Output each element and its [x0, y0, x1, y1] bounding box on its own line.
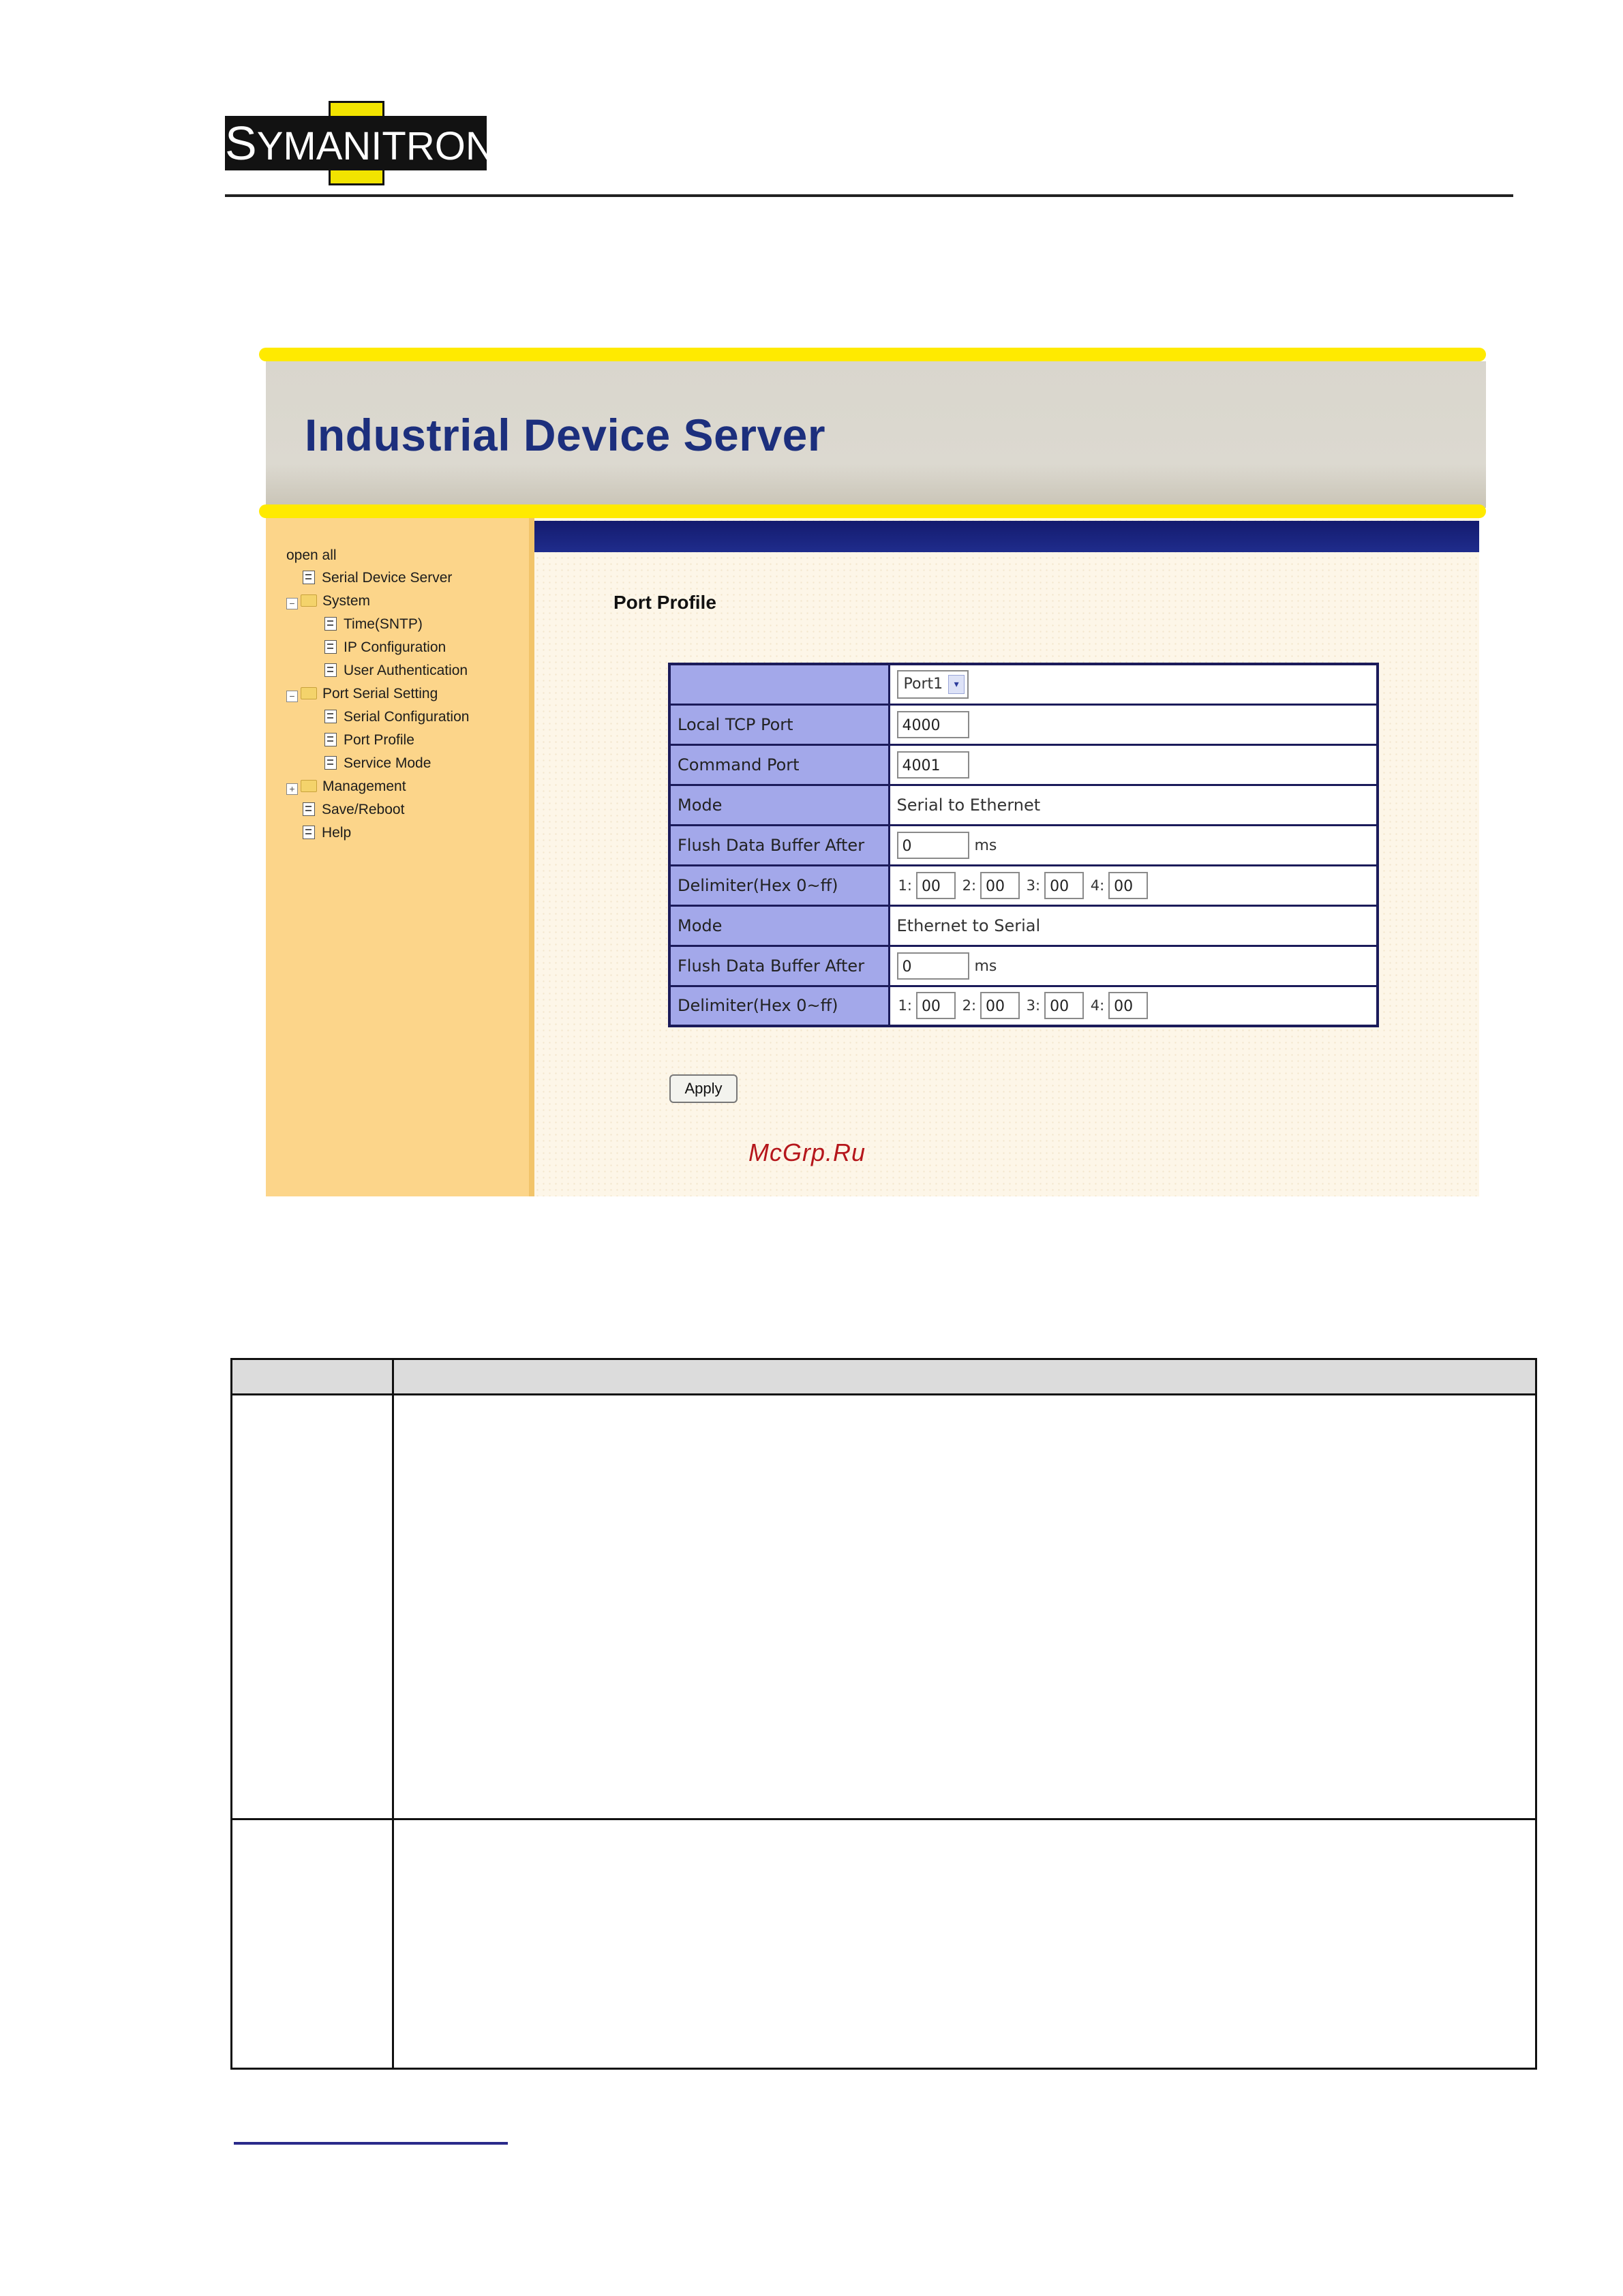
flush-buffer-label: Flush Data Buffer After	[669, 825, 889, 865]
delimiter-index: 2:	[962, 997, 977, 1014]
tree-item-user-authentication[interactable]	[324, 661, 468, 681]
table-cell	[889, 825, 1378, 865]
page-icon	[324, 663, 337, 677]
tree-item-label: Save/Reboot	[322, 802, 405, 817]
table-row	[669, 825, 1378, 865]
table-row	[669, 744, 1378, 785]
table-row	[669, 785, 1378, 825]
delimiter-index: 2:	[962, 877, 977, 894]
tree-item-label: IP Configuration	[344, 639, 446, 655]
tree-item-label: Serial Configuration	[344, 709, 470, 725]
table-cell	[889, 664, 1378, 704]
page-icon	[324, 710, 337, 723]
page-icon	[324, 733, 337, 746]
flush-buffer-input[interactable]: 0	[897, 952, 969, 980]
delimiter-label: Delimiter(Hex 0~ff)	[669, 986, 889, 1026]
flush-buffer-label: Flush Data Buffer After	[669, 946, 889, 986]
tree-item-ip-configuration[interactable]	[324, 637, 446, 658]
delimiter-index: 3:	[1026, 877, 1041, 894]
delimiter-index: 1:	[898, 997, 912, 1014]
table-row	[669, 865, 1378, 905]
tree-item-serial-configuration[interactable]	[324, 707, 469, 727]
delimiter-index: 3:	[1026, 997, 1041, 1014]
table-cell	[889, 744, 1378, 785]
page-title: Port Profile	[613, 592, 716, 613]
top-navbar	[534, 521, 1479, 552]
delimiter-1-input[interactable]: 00	[916, 872, 956, 899]
table-row	[669, 664, 1378, 704]
description-table	[230, 1358, 1537, 2070]
table-row	[669, 946, 1378, 986]
expand-icon[interactable]: +	[286, 783, 298, 795]
delimiter-1-input[interactable]: 00	[916, 992, 956, 1019]
collapse-icon[interactable]: −	[286, 691, 298, 702]
local-tcp-port-input[interactable]: 4000	[897, 711, 969, 738]
header-rule	[225, 194, 1513, 197]
open-all-link[interactable]: open all	[286, 547, 337, 563]
table-header-row	[232, 1360, 1535, 1395]
mode-label: Mode	[669, 785, 889, 825]
delimiter-3-input[interactable]: 00	[1044, 872, 1084, 899]
tree-item-serial-device-server[interactable]	[303, 568, 452, 588]
table-cell	[889, 865, 1378, 905]
port-select-value: Port1	[903, 676, 943, 693]
delimiter-index: 4:	[1090, 997, 1105, 1014]
row-divider	[232, 1818, 1535, 1820]
mode-value: Serial to Ethernet	[889, 785, 1378, 825]
chevron-down-icon[interactable]: ▾	[948, 675, 965, 694]
tree-item-port-serial-setting[interactable]	[286, 684, 438, 704]
tree-item-label: User Authentication	[344, 663, 468, 678]
command-port-input[interactable]: 4001	[897, 751, 969, 779]
tree-item-label: Help	[322, 825, 352, 841]
port-profile-table	[668, 663, 1379, 1027]
folder-open-icon	[301, 687, 317, 699]
delimiter-3-input[interactable]: 00	[1044, 992, 1084, 1019]
page-icon	[303, 802, 315, 816]
page-icon	[324, 640, 337, 654]
folder-icon	[301, 780, 317, 792]
delimiter-2-input[interactable]: 00	[980, 992, 1020, 1019]
table-cell	[889, 704, 1378, 744]
tree-open-all[interactable]	[286, 545, 337, 566]
tree-item-label: Service Mode	[344, 755, 431, 771]
symanitron-logo	[225, 101, 494, 185]
unit-label: ms	[974, 836, 997, 854]
table-row	[669, 704, 1378, 744]
tree-item-help[interactable]	[303, 823, 351, 843]
tree-item-label: Port Serial Setting	[322, 686, 438, 701]
column-divider	[392, 1360, 394, 2068]
table-cell	[889, 986, 1378, 1026]
local-tcp-port-label: Local TCP Port	[669, 704, 889, 744]
delimiter-label: Delimiter(Hex 0~ff)	[669, 865, 889, 905]
tree-item-label: Serial Device Server	[322, 570, 453, 586]
watermark: McGrp.Ru	[748, 1138, 866, 1166]
page-icon	[324, 756, 337, 770]
mode-value: Ethernet to Serial	[889, 905, 1378, 946]
tree-item-label: Port Profile	[344, 732, 414, 748]
delimiter-index: 4:	[1090, 877, 1105, 894]
flush-buffer-input[interactable]: 0	[897, 832, 969, 859]
tree-item-system[interactable]	[286, 591, 370, 611]
apply-button[interactable]: Apply	[669, 1074, 738, 1103]
table-row	[669, 986, 1378, 1026]
logo-text: SYMANITRON	[225, 117, 494, 170]
page-icon	[303, 826, 315, 839]
banner-title: Industrial Device Server	[305, 410, 826, 460]
port-select[interactable]	[897, 670, 969, 699]
tree-item-time-sntp[interactable]	[324, 614, 423, 635]
tree-item-label: Management	[322, 779, 406, 794]
sidebar-edge	[529, 518, 534, 1196]
tree-item-service-mode[interactable]	[324, 753, 431, 774]
tree-item-label: System	[322, 593, 371, 609]
mode-label: Mode	[669, 905, 889, 946]
table-cell-empty	[669, 664, 889, 704]
tree-item-save-reboot[interactable]	[303, 800, 404, 820]
tree-item-port-profile[interactable]	[324, 730, 414, 751]
command-port-label: Command Port	[669, 744, 889, 785]
banner-bottom-stripe	[259, 504, 1486, 518]
delimiter-2-input[interactable]: 00	[980, 872, 1020, 899]
collapse-icon[interactable]: −	[286, 598, 298, 609]
delimiter-4-input[interactable]: 00	[1108, 872, 1148, 899]
tree-item-management[interactable]	[286, 776, 406, 797]
tree-item-label: Time(SNTP)	[344, 616, 423, 632]
folder-open-icon	[301, 594, 317, 607]
footnote-rule	[234, 2142, 508, 2145]
table-row	[669, 905, 1378, 946]
web-ui-screenshot	[259, 348, 1486, 1196]
unit-label: ms	[974, 957, 997, 975]
delimiter-4-input[interactable]: 00	[1108, 992, 1148, 1019]
banner-top-stripe	[259, 348, 1486, 361]
page-icon	[303, 571, 315, 584]
table-cell	[889, 946, 1378, 986]
delimiter-index: 1:	[898, 877, 912, 894]
page-icon	[324, 617, 337, 631]
